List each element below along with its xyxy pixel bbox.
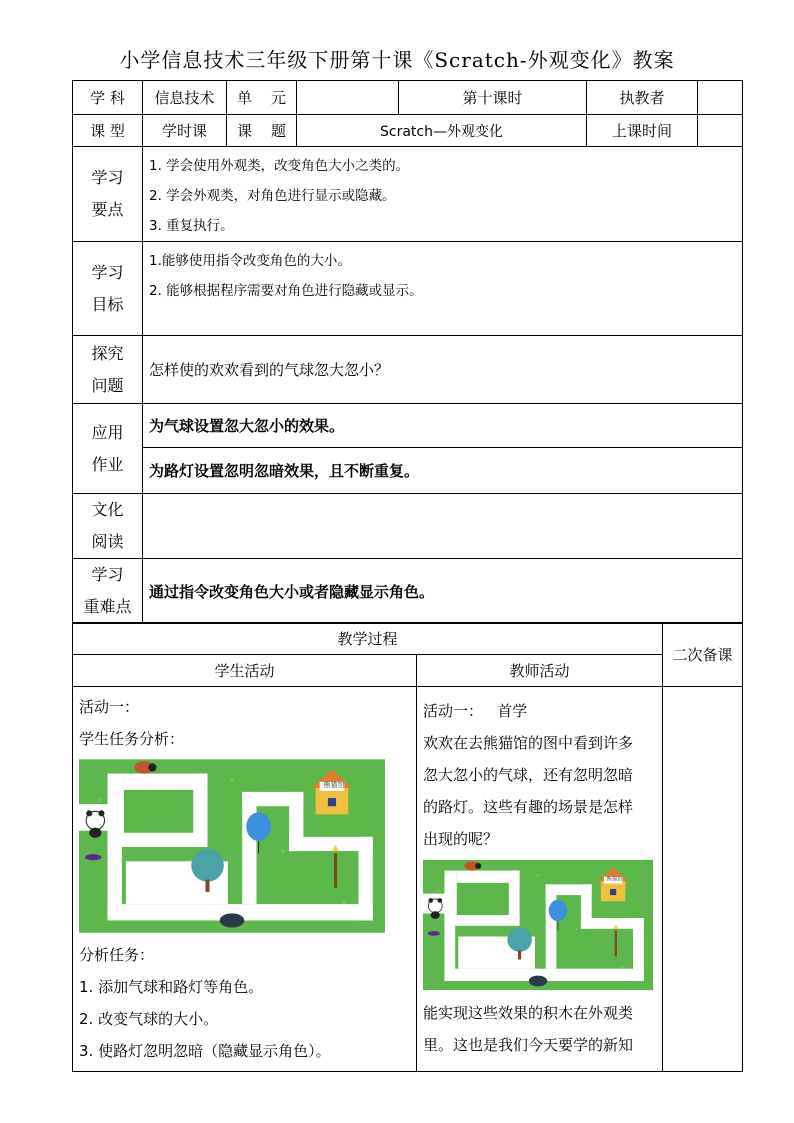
page-title: 小学信息技术三年级下册第十课《Scratch-外观变化》教案 bbox=[119, 48, 675, 72]
list-item: 1.能够使用指令改变角色的大小。 bbox=[149, 253, 351, 269]
teacher-value bbox=[698, 81, 743, 115]
list-item: 2. 改变气球的大小。 bbox=[79, 1010, 219, 1028]
focus-label: 学习 重难点 bbox=[73, 559, 143, 624]
key-points-label: 学习 要点 bbox=[73, 147, 143, 242]
activity-header-row bbox=[73, 655, 743, 687]
activity-content-row bbox=[73, 687, 743, 1072]
focus-text: 通过指令改变角色大小或者隐藏显示角色。 bbox=[143, 559, 743, 624]
list-item: 2. 学会外观类，对角色进行显示或隐藏。 bbox=[149, 188, 396, 204]
header-row-1 bbox=[73, 81, 743, 115]
list-item: 3. 重复执行。 bbox=[149, 218, 234, 234]
unit-label: 单 元 bbox=[227, 81, 297, 115]
question-row bbox=[73, 336, 743, 404]
goals-label: 学习 目标 bbox=[73, 242, 143, 336]
homework-item-2: 为路灯设置忽明忽暗效果，且不断重复。 bbox=[143, 448, 743, 494]
reading-text bbox=[143, 494, 743, 559]
house-sign-label: 熊猫馆 bbox=[323, 781, 345, 789]
maze-scene-image bbox=[79, 759, 385, 933]
house-sign-label: 熊猫馆 bbox=[606, 876, 623, 883]
key-points-row bbox=[73, 147, 743, 242]
student-activity-header: 学生活动 bbox=[73, 655, 417, 687]
teacher-activity-cell bbox=[417, 687, 663, 1072]
second-prep-header: 二次备课 bbox=[663, 623, 743, 687]
unit-value bbox=[297, 81, 399, 115]
time-value bbox=[698, 115, 743, 147]
teacher-activity-header: 教师活动 bbox=[417, 655, 663, 687]
teacher-paragraph-line: 出现的呢？ bbox=[423, 830, 499, 848]
teacher-paragraph-line: 忽大忽小的气球，还有忽明忽暗 bbox=[423, 766, 634, 784]
goals-list bbox=[143, 242, 743, 336]
lesson-plan-table bbox=[72, 80, 743, 624]
list-item: 2. 能够根据程序需要对角色进行隐藏或显示。 bbox=[149, 283, 423, 299]
time-label: 上课时间 bbox=[587, 115, 698, 147]
teacher-paragraph-line: 的路灯。这些有趣的场景是怎样 bbox=[423, 798, 634, 816]
homework-row-1 bbox=[73, 404, 743, 448]
second-prep-cell bbox=[663, 687, 743, 1072]
process-header-row bbox=[73, 623, 743, 655]
list-item: 1. 添加气球和路灯等角色。 bbox=[79, 978, 264, 996]
type-value: 学时课 bbox=[143, 115, 227, 147]
student-activity-cell bbox=[73, 687, 417, 1072]
subject-value: 信息技术 bbox=[143, 81, 227, 115]
lesson-hours: 第十课时 bbox=[399, 81, 587, 115]
maze-scene-image-small bbox=[423, 859, 653, 991]
teacher-closing-line: 里。这也是我们今天要学的新知 bbox=[423, 1036, 634, 1054]
subject-label: 学 科 bbox=[73, 81, 143, 115]
homework-label: 应用 作业 bbox=[73, 404, 143, 494]
type-label: 课 型 bbox=[73, 115, 143, 147]
teacher-paragraph-line: 欢欢在去熊猫馆的图中看到许多 bbox=[423, 734, 634, 752]
goals-row bbox=[73, 242, 743, 336]
reading-row bbox=[73, 494, 743, 559]
topic-label: 课 题 bbox=[227, 115, 297, 147]
list-item: 3. 使路灯忽明忽暗（隐藏显示角色）。 bbox=[79, 1042, 331, 1060]
process-table bbox=[72, 622, 743, 1072]
teacher-closing-line: 能实现这些效果的积木在外观类 bbox=[423, 1004, 634, 1022]
student-activity-title: 活动一： bbox=[79, 698, 140, 716]
focus-row bbox=[73, 559, 743, 624]
teacher-activity-title: 活动一： 首学 bbox=[423, 702, 528, 720]
header-row-2 bbox=[73, 115, 743, 147]
homework-item-1: 为气球设置忽大忽小的效果。 bbox=[143, 404, 743, 448]
question-label: 探究 问题 bbox=[73, 336, 143, 404]
homework-row-2 bbox=[73, 448, 743, 494]
tasks-title: 分析任务： bbox=[79, 946, 155, 964]
question-text: 怎样使的欢欢看到的气球忽大忽小？ bbox=[143, 336, 743, 404]
key-points-list bbox=[143, 147, 743, 242]
list-item: 1. 学会使用外观类，改变角色大小之类的。 bbox=[149, 158, 410, 174]
reading-label: 文化 阅读 bbox=[73, 494, 143, 559]
teacher-label: 执教者 bbox=[587, 81, 698, 115]
topic-value: Scratch—外观变化 bbox=[297, 115, 587, 147]
student-analysis-title: 学生任务分析： bbox=[79, 730, 185, 748]
process-header: 教学过程 bbox=[73, 623, 663, 655]
